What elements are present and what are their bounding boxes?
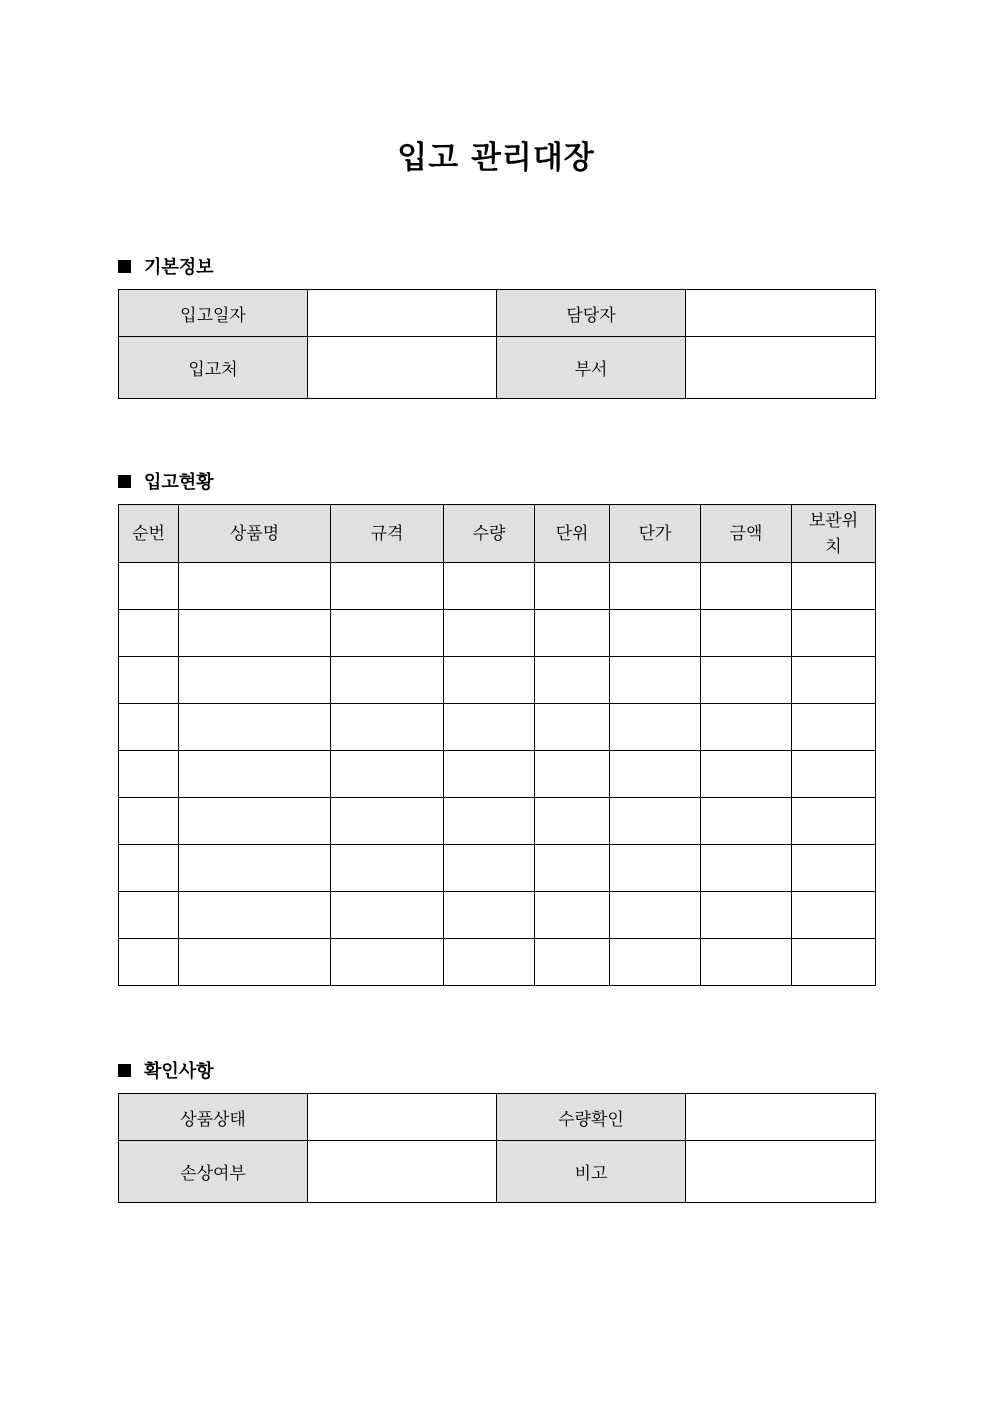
table-row <box>119 1141 876 1203</box>
table-cell[interactable] <box>331 751 444 798</box>
table-cell[interactable] <box>610 563 701 610</box>
field-label: 손상여부 <box>119 1141 308 1203</box>
field-label: 상품상태 <box>119 1094 308 1141</box>
table-cell[interactable] <box>701 704 792 751</box>
table-cell[interactable] <box>179 798 331 845</box>
table-cell[interactable] <box>535 939 610 986</box>
column-header: 단가 <box>610 505 701 563</box>
field-value[interactable] <box>308 1141 497 1203</box>
column-header: 수량 <box>444 505 535 563</box>
table-cell[interactable] <box>331 892 444 939</box>
table-cell[interactable] <box>119 704 179 751</box>
table-cell[interactable] <box>179 704 331 751</box>
field-value[interactable] <box>686 337 876 399</box>
table-cell[interactable] <box>535 751 610 798</box>
column-header: 단위 <box>535 505 610 563</box>
table-cell[interactable] <box>535 657 610 704</box>
table-cell[interactable] <box>792 704 876 751</box>
section-heading-status <box>118 468 214 494</box>
table-row <box>119 290 876 337</box>
field-label: 입고일자 <box>119 290 308 337</box>
page-title: 입고 관리대장 <box>397 140 595 176</box>
table-cell[interactable] <box>701 892 792 939</box>
table-cell[interactable] <box>701 610 792 657</box>
table-cell[interactable] <box>535 892 610 939</box>
field-label: 담당자 <box>497 290 686 337</box>
table-cell[interactable] <box>792 892 876 939</box>
table-cell[interactable] <box>701 563 792 610</box>
table-row <box>119 610 876 657</box>
square-bullet-icon <box>118 475 131 488</box>
table-cell[interactable] <box>610 798 701 845</box>
table-cell[interactable] <box>119 798 179 845</box>
column-header: 규격 <box>331 505 444 563</box>
table-cell[interactable] <box>444 657 535 704</box>
table-cell[interactable] <box>610 751 701 798</box>
table-cell[interactable] <box>179 892 331 939</box>
table-cell[interactable] <box>535 704 610 751</box>
table-cell[interactable] <box>701 751 792 798</box>
table-cell[interactable] <box>119 939 179 986</box>
table-cell[interactable] <box>179 610 331 657</box>
table-cell[interactable] <box>792 751 876 798</box>
table-cell[interactable] <box>792 610 876 657</box>
column-header: 보관위치 <box>792 505 876 563</box>
table-cell[interactable] <box>792 563 876 610</box>
table-cell[interactable] <box>535 798 610 845</box>
table-cell[interactable] <box>119 563 179 610</box>
table-row <box>119 337 876 399</box>
table-cell[interactable] <box>179 657 331 704</box>
receiving-status-table <box>118 504 876 986</box>
table-cell[interactable] <box>444 751 535 798</box>
table-cell[interactable] <box>179 939 331 986</box>
field-value[interactable] <box>308 337 497 399</box>
table-cell[interactable] <box>119 751 179 798</box>
table-cell[interactable] <box>792 798 876 845</box>
table-row <box>119 845 876 892</box>
field-value[interactable] <box>686 1094 876 1141</box>
table-cell[interactable] <box>119 610 179 657</box>
table-cell[interactable] <box>331 610 444 657</box>
table-cell[interactable] <box>444 610 535 657</box>
confirmation-table <box>118 1093 876 1203</box>
field-value[interactable] <box>308 290 497 337</box>
square-bullet-icon <box>118 260 131 273</box>
column-header: 금액 <box>701 505 792 563</box>
table-cell[interactable] <box>179 563 331 610</box>
field-value[interactable] <box>686 1141 876 1203</box>
table-cell[interactable] <box>444 563 535 610</box>
table-cell[interactable] <box>610 610 701 657</box>
section-heading-label: 확인사항 <box>144 1061 214 1082</box>
table-cell[interactable] <box>331 845 444 892</box>
table-cell[interactable] <box>792 657 876 704</box>
column-header: 순번 <box>119 505 179 563</box>
table-cell[interactable] <box>701 845 792 892</box>
section-heading-label: 기본정보 <box>144 257 214 278</box>
table-row <box>119 704 876 751</box>
table-cell[interactable] <box>444 704 535 751</box>
table-cell[interactable] <box>610 939 701 986</box>
square-bullet-icon <box>118 1064 131 1077</box>
table-cell[interactable] <box>610 845 701 892</box>
field-label: 수량확인 <box>497 1094 686 1141</box>
column-header: 상품명 <box>179 505 331 563</box>
section-heading-confirm <box>118 1057 214 1083</box>
table-cell[interactable] <box>331 657 444 704</box>
table-row <box>119 1094 876 1141</box>
field-value[interactable] <box>686 290 876 337</box>
table-cell[interactable] <box>331 563 444 610</box>
table-row <box>119 939 876 986</box>
table-cell[interactable] <box>444 892 535 939</box>
table-cell[interactable] <box>179 751 331 798</box>
table-cell[interactable] <box>535 610 610 657</box>
field-label: 비고 <box>497 1141 686 1203</box>
table-row <box>119 657 876 704</box>
table-cell[interactable] <box>701 939 792 986</box>
field-label: 부서 <box>497 337 686 399</box>
table-cell[interactable] <box>331 939 444 986</box>
table-cell[interactable] <box>119 892 179 939</box>
table-header-row <box>119 505 876 563</box>
table-row <box>119 798 876 845</box>
table-cell[interactable] <box>610 657 701 704</box>
table-cell[interactable] <box>610 704 701 751</box>
table-cell[interactable] <box>119 657 179 704</box>
table-cell[interactable] <box>444 939 535 986</box>
table-cell[interactable] <box>331 798 444 845</box>
table-cell[interactable] <box>535 563 610 610</box>
table-cell[interactable] <box>444 798 535 845</box>
table-row <box>119 751 876 798</box>
field-value[interactable] <box>308 1094 497 1141</box>
table-cell[interactable] <box>119 845 179 892</box>
table-cell[interactable] <box>701 657 792 704</box>
section-heading-label: 입고현황 <box>144 472 214 493</box>
table-cell[interactable] <box>535 845 610 892</box>
table-cell[interactable] <box>331 704 444 751</box>
table-cell[interactable] <box>792 845 876 892</box>
basic-info-table <box>118 289 876 399</box>
field-label: 입고처 <box>119 337 308 399</box>
table-row <box>119 563 876 610</box>
table-cell[interactable] <box>701 798 792 845</box>
table-cell[interactable] <box>610 892 701 939</box>
table-row <box>119 892 876 939</box>
table-cell[interactable] <box>179 845 331 892</box>
table-cell[interactable] <box>792 939 876 986</box>
table-cell[interactable] <box>444 845 535 892</box>
section-heading-basic <box>118 253 214 279</box>
